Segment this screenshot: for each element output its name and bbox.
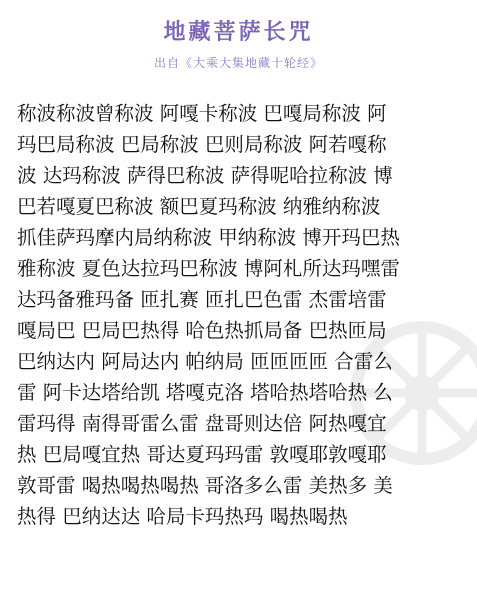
text-line: 波 达玛称波 萨得巴称波 萨得呢哈拉称波 博 [17, 164, 393, 187]
text-line: 敦哥雷 喝热喝热喝热 哥洛多么雷 美热多 美 [17, 474, 393, 497]
text-line: 称波称波曾称波 阿嘎卡称波 巴嘎局称波 阿 [17, 102, 387, 125]
text-line: 雅称波 夏色达拉玛巴称波 博阿札所达玛嘿雷 [17, 257, 400, 280]
mantra-text [17, 98, 465, 532]
text-line: 嘎局巴 巴局巴热得 哈色热抓局备 巴热匝局 [17, 319, 387, 342]
text-line: 热得 巴纳达达 哈局卡玛热玛 喝热喝热 [17, 505, 348, 528]
text-line: 巴纳达内 阿局达内 帕纳局 匝匝匝匝 合雷么 [17, 350, 393, 373]
page-title: 地藏菩萨长咒 [163, 19, 314, 45]
text-line: 雷玛得 南得哥雷么雷 盘哥则达倍 阿热嘎宜 [17, 412, 387, 435]
text-line: 抓佳萨玛摩内局纳称波 甲纳称波 博开玛巴热 [17, 226, 400, 249]
text-line: 雷 阿卡达塔给凯 塔嘎克洛 塔哈热塔哈热 么 [17, 381, 393, 404]
page-subtitle: 出自《大乘大集地藏十轮经》 [153, 56, 323, 70]
text-line: 玛巴局称波 巴局称波 巴则局称波 阿若嘎称 [17, 133, 387, 156]
text-line: 达玛备雅玛备 匝扎赛 匝扎巴色雷 杰雷培雷 [17, 288, 387, 311]
text-line: 巴若嘎夏巴称波 额巴夏玛称波 纳雅纳称波 [17, 195, 381, 218]
text-line: 热 巴局嘎宜热 哥达夏玛玛雷 敦嘎耶敦嘎耶 [17, 443, 387, 466]
